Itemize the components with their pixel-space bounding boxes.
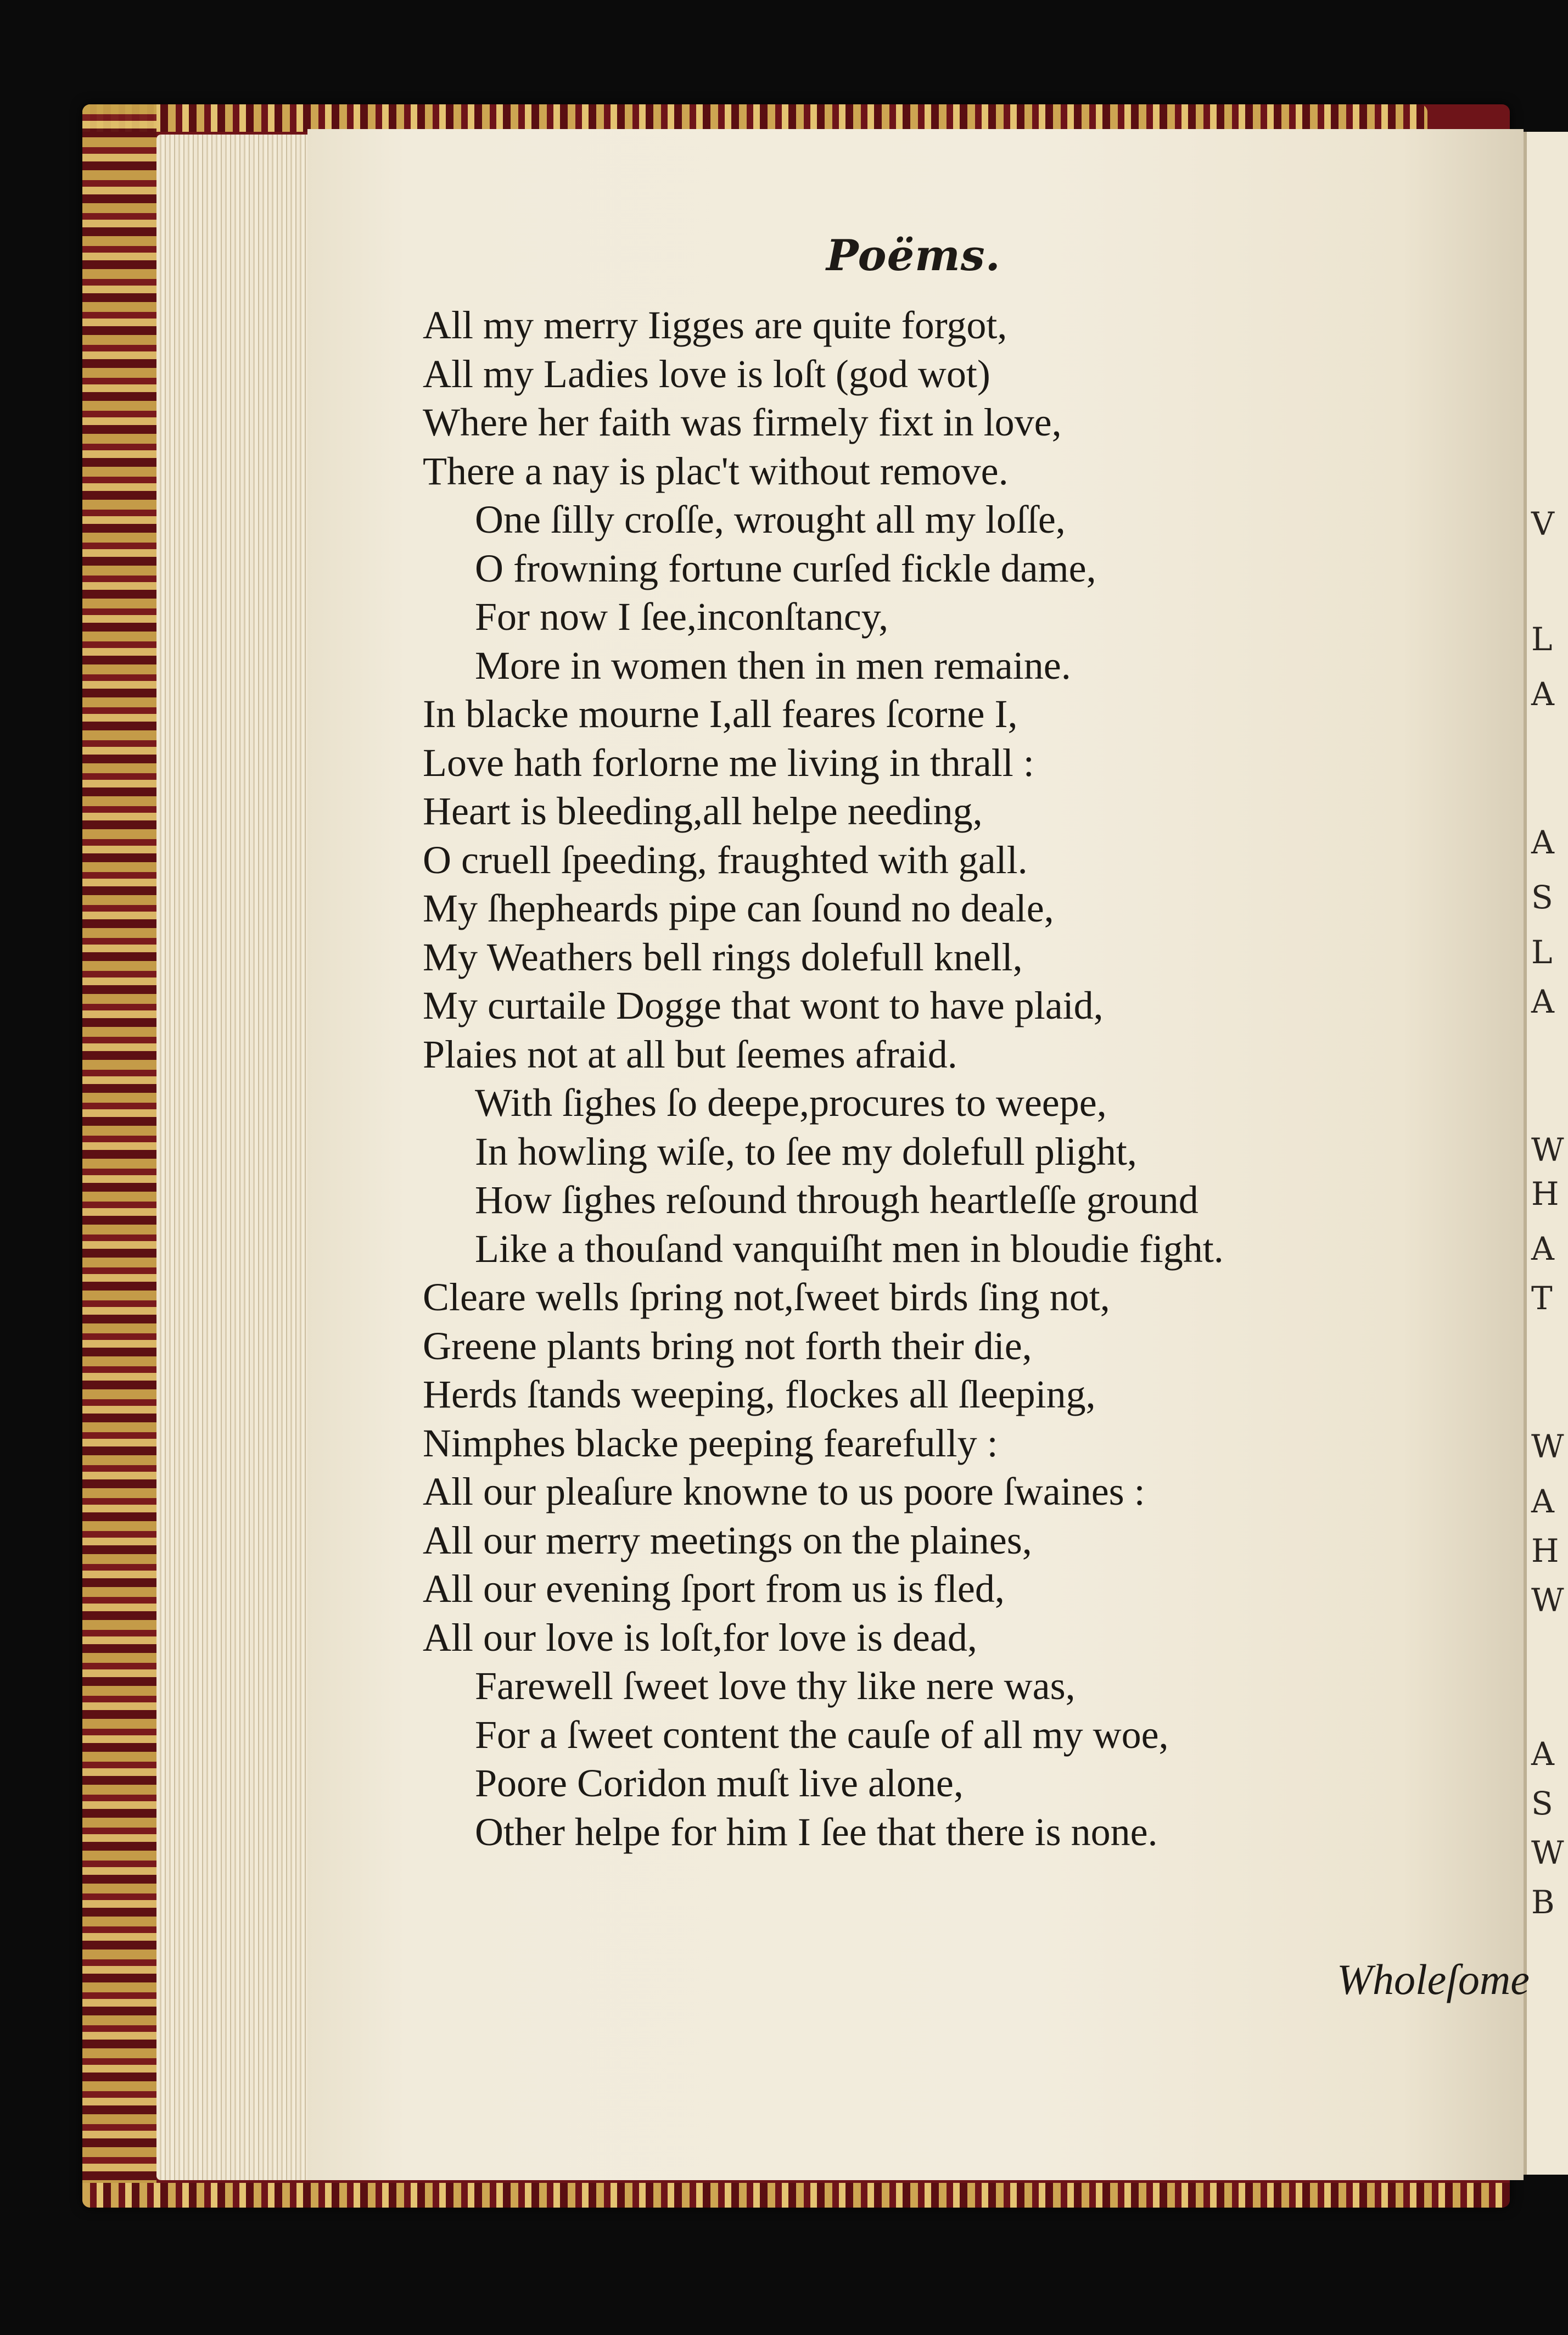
poem-line: Farewell ſweet love thy like nere was, <box>475 1664 1076 1708</box>
gilt-border-top <box>82 104 1427 132</box>
poem-line: Greene plants bring not forth their die, <box>423 1323 1032 1368</box>
facing-page-fragment: V <box>1531 505 1554 543</box>
facing-page-fragment: H <box>1531 1532 1559 1569</box>
poem-line: O cruell ſpeeding, fraughted with gall. <box>423 837 1028 882</box>
poem-line: Nimphes blacke peeping fearefully : <box>423 1421 998 1465</box>
poem-line: Poore Coridon muſt live alone, <box>475 1761 964 1805</box>
poem-line: One ſilly croſſe, wrought all my loſſe, <box>475 498 1066 541</box>
poem-line: Where her faith was firmely fixt in love, <box>423 400 1062 444</box>
poem-line: There a nay is plac't without remove. <box>423 449 1009 493</box>
facing-page-fragment: W <box>1531 1428 1564 1465</box>
poem-line: Like a thouſand vanquiſht men in bloudie fight. <box>475 1226 1224 1271</box>
poem-line: My curtaile Dogge that wont to have plaid, <box>423 984 1104 1027</box>
poem-line: With ſighes ſo deepe,procures to weepe, <box>475 1081 1107 1125</box>
poem-line: Other helpe for him I ſee that there is none. <box>475 1809 1158 1854</box>
poem-line: In howling wiſe, to ſee my dolefull plight, <box>475 1129 1137 1174</box>
facing-page-fragment: W <box>1531 1131 1564 1169</box>
facing-page-fragment: T <box>1531 1280 1553 1317</box>
facing-page-fragment: W <box>1531 1582 1564 1619</box>
poem-line: More in women then in men remaine. <box>475 643 1071 688</box>
poem-line: My Weathers bell rings dolefull knell, <box>423 935 1023 979</box>
poem-line: All our pleaſure knowne to us poore ſwaines : <box>423 1470 1145 1513</box>
poem-line: O frowning fortune curſed fickle dame, <box>475 546 1096 590</box>
catchword: Wholeſome <box>1337 1956 1530 2003</box>
poem-line: For now I ſee,inconſtancy, <box>475 595 889 639</box>
page-edges <box>156 135 316 2180</box>
gilt-border-bottom <box>82 2183 1510 2208</box>
gilt-border-left <box>82 104 156 2208</box>
poem-line: All my Ladies love is loſt (god wot) <box>423 351 990 396</box>
facing-page-fragment: A <box>1531 983 1554 1020</box>
running-head: Poëms. <box>826 231 1001 281</box>
facing-page-edge <box>1524 132 1568 2175</box>
poem-line: Cleare wells ſpring not,ſweet birds ſing not, <box>423 1275 1110 1319</box>
facing-page-fragment: A <box>1531 1483 1554 1520</box>
facing-page-fragment: B <box>1531 1884 1555 1921</box>
poem-line: How ſighes reſound through heartleſſe ground <box>475 1178 1199 1222</box>
poem-line: Herds ſtands weeping, flockes all ſleeping, <box>423 1372 1096 1416</box>
facing-page-fragment: W <box>1531 1834 1564 1872</box>
facing-page-fragment: S <box>1531 1785 1553 1822</box>
poem-line: Plaies not at all but ſeemes afraid. <box>423 1032 957 1076</box>
poem-line: Love hath forlorne me living in thrall : <box>423 740 1034 785</box>
poem-line: All our evening ſport from us is fled, <box>423 1567 1005 1611</box>
poem-text <box>423 301 1466 1856</box>
poem-line: All my merry Iigges are quite forgot, <box>423 303 1007 347</box>
poem-line: In blacke mourne I,all feares ſcorne I, <box>423 692 1018 736</box>
facing-page-fragment: A <box>1531 824 1554 861</box>
poem-line: My ſhepheards pipe can ſound no deale, <box>423 886 1054 930</box>
facing-page-fragment: H <box>1531 1175 1559 1213</box>
facing-page-fragment: A <box>1531 1230 1554 1267</box>
poem-line: All our love is loſt,for love is dead, <box>423 1615 977 1660</box>
facing-page-fragment: L <box>1531 934 1553 971</box>
poem-line: Heart is bleeding,all helpe needing, <box>423 789 983 833</box>
poem-line: For a ſweet content the cauſe of all my woe, <box>475 1712 1169 1757</box>
facing-page-fragment: S <box>1531 879 1553 916</box>
poem-line: All our merry meetings on the plaines, <box>423 1518 1032 1562</box>
facing-page-fragment: L <box>1531 621 1553 658</box>
facing-page-fragment: A <box>1531 1735 1554 1773</box>
facing-page-fragment: A <box>1531 675 1554 713</box>
